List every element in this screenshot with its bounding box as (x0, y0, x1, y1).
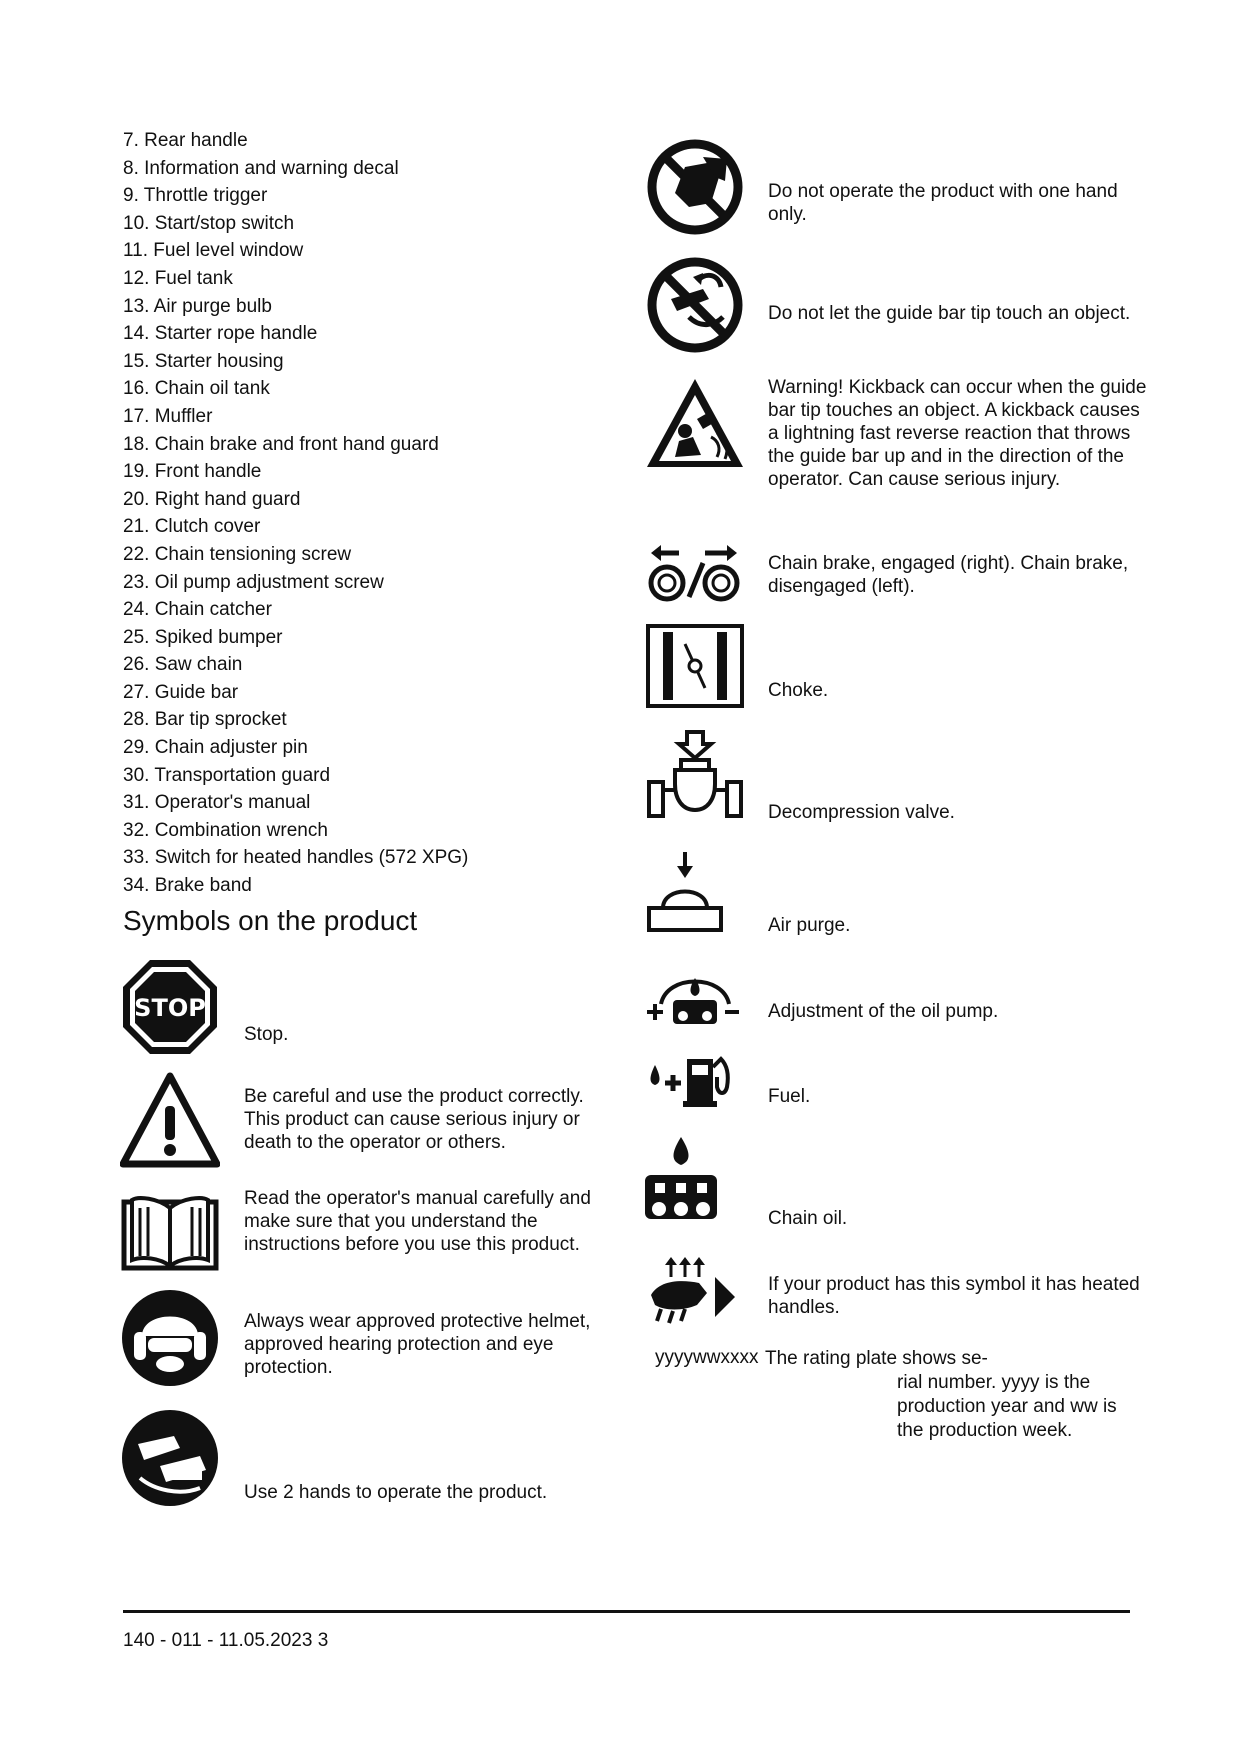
list-item: 26. Saw chain (123, 654, 243, 676)
list-item: 15. Starter housing (123, 350, 284, 372)
list-item: 24. Chain catcher (123, 599, 272, 621)
heated-handles-icon (645, 1255, 745, 1355)
list-item: 27. Guide bar (123, 681, 239, 703)
list-item: 30. Transportation guard (123, 764, 331, 786)
symbol-text-stop: Stop. (244, 1024, 289, 1045)
decompression-valve-icon (645, 730, 745, 830)
symbol-text-warning: Be careful and use the product correctly. This product can cause serious injury or death to the operator or others. (244, 1086, 584, 1153)
list-item: 16. Chain oil tank (123, 378, 270, 400)
list-item: 12. Fuel tank (123, 267, 233, 289)
symbol-text-decompression: Decompression valve. (768, 802, 955, 823)
chain-oil-icon (645, 1135, 745, 1235)
symbol-text-oil-pump: Adjustment of the oil pump. (768, 1001, 999, 1022)
fuel-icon (645, 1045, 745, 1145)
symbol-text-kickback: Warning! Kickback can occur when the guide bar tip touches an object. A kickback causes a lightning fast reverse reaction that throws the guide bar up and in the direction of the operator. Can cause serious injury. (768, 377, 1147, 490)
symbol-text-manual: Read the operator's manual carefully and make sure that you understand the instructions before you use this product. (244, 1188, 591, 1255)
svg-text:STOP: STOP (134, 994, 206, 1022)
symbol-text-chain-brake: Chain brake, engaged (right). Chain brake, disengaged (left). (768, 553, 1129, 597)
list-item: 13. Air purge bulb (123, 295, 272, 317)
list-item: 19. Front handle (123, 461, 262, 483)
list-item: 11. Fuel level window (123, 240, 304, 262)
warning-triangle-icon (120, 1072, 220, 1172)
symbol-text-chain-oil: Chain oil. (768, 1208, 848, 1229)
chain-brake-icon (645, 535, 745, 635)
protective-gear-icon (120, 1288, 220, 1388)
no-bar-tip-contact-icon (645, 255, 745, 355)
list-item: 14. Starter rope handle (123, 323, 318, 345)
list-item: 22. Chain tensioning screw (123, 543, 352, 565)
symbol-text-two-hands: Use 2 hands to operate the product. (244, 1482, 548, 1503)
air-purge-icon (645, 850, 745, 950)
list-item: 17. Muffler (123, 405, 213, 427)
no-one-hand-icon (645, 137, 745, 237)
list-item: 33. Switch for heated handles (572 XPG) (123, 847, 469, 869)
list-item: 32. Combination wrench (123, 819, 328, 841)
choke-icon (645, 622, 745, 722)
parts-list (123, 127, 468, 900)
symbol-text-heated-handles: If your product has this symbol it has heated handles. (768, 1274, 1140, 1318)
list-item: 34. Brake band (123, 875, 252, 897)
list-item: 21. Clutch cover (123, 516, 261, 538)
footer-divider (123, 1610, 1130, 1613)
stop-sign-icon (120, 957, 220, 1057)
symbol-text-bar-tip: Do not let the guide bar tip touch an object. (768, 303, 1131, 324)
symbol-text-choke: Choke. (768, 680, 829, 701)
rating-plate-code: yyyywwxxxx (655, 1347, 759, 1368)
list-item: 18. Chain brake and front hand guard (123, 433, 439, 455)
section-title: Symbols on the product (123, 905, 418, 936)
symbol-text-protection: Always wear approved protective helmet, approved hearing protection and eye protection. (244, 1311, 591, 1378)
list-item: 31. Operator's manual (123, 792, 311, 814)
list-item: 20. Right hand guard (123, 488, 301, 510)
list-item: 28. Bar tip sprocket (123, 709, 287, 731)
list-item: 7. Rear handle (123, 130, 248, 151)
list-item: 8. Information and warning decal (123, 157, 399, 179)
list-item: 9. Throttle trigger (123, 185, 268, 207)
rating-plate-text-first: The rating plate shows se- (765, 1348, 988, 1369)
page-footer: 140 - 011 - 11.05.2023 3 (123, 1630, 329, 1651)
list-item: 25. Spiked bumper (123, 626, 283, 648)
symbol-text-one-hand: Do not operate the product with one hand only. (768, 181, 1118, 225)
list-item: 29. Chain adjuster pin (123, 737, 308, 759)
open-book-icon (120, 1180, 220, 1280)
rating-plate-text (765, 1347, 1135, 1443)
two-hands-icon (120, 1408, 220, 1508)
kickback-warning-icon (645, 375, 745, 475)
list-item: 23. Oil pump adjustment screw (123, 571, 384, 593)
symbol-text-fuel: Fuel. (768, 1086, 811, 1107)
list-item: 10. Start/stop switch (123, 212, 295, 234)
rating-plate-text-rest: rial number. yyyy is the production year and ww is the production week. (897, 1372, 1117, 1441)
symbol-text-air-purge: Air purge. (768, 915, 851, 936)
